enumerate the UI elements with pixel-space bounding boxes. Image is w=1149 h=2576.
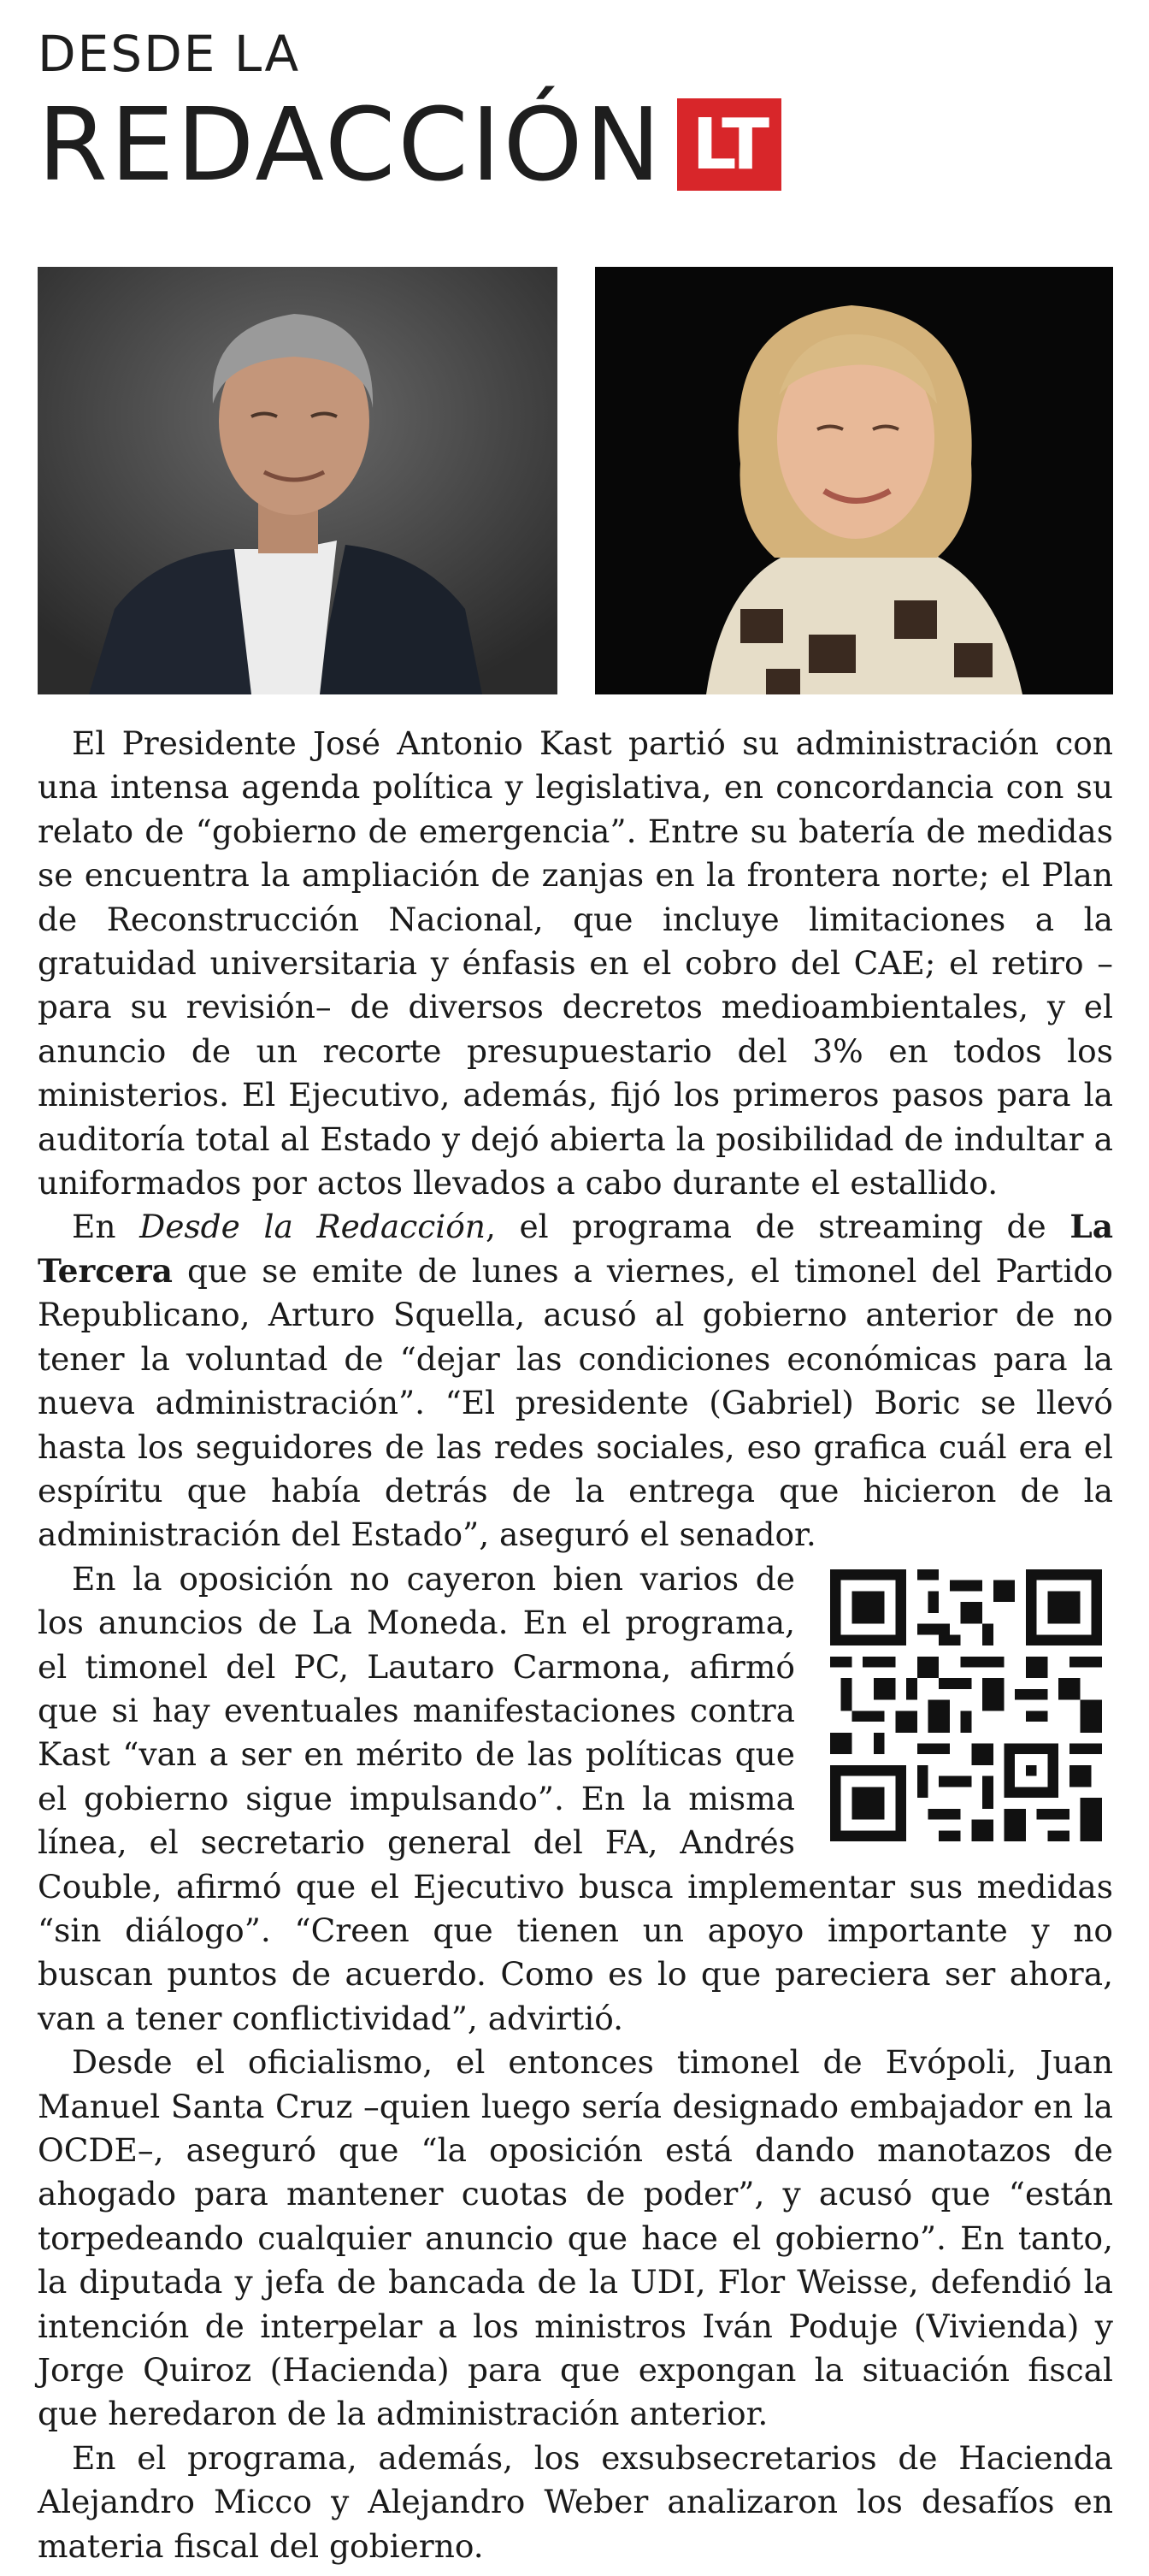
- p2-intro: En: [72, 1208, 140, 1246]
- brand-name: La Tercera: [38, 1208, 1113, 1290]
- show-name: Desde la Redacción: [139, 1208, 486, 1246]
- paragraph-5: En el programa, además, los exsubsecretarios de Hacienda Alejandro Micco y Alejandro Weber analizaron los desafíos en materia fiscal del gobierno.: [38, 2438, 1113, 2565]
- p2-mid: , el programa de streaming de: [485, 1208, 1070, 1246]
- la-tercera-logo: LT: [677, 98, 781, 191]
- header: [38, 25, 781, 204]
- p3-text: En la oposición no cayeron bien varios de los anuncios de La Moneda. En el programa, el timonel del PC, Lautaro Carmona, afirmó que si hay eventuales manifestaciones contra Kast “van a ser en mérito de las políticas que el gobierno sigue impulsando”. En la misma línea, el secretario general del FA, Andrés Couble, afirmó que el Ejecutivo busca implementar sus medidas “sin diálogo”. “Creen que tienen un apoyo importante y no buscan puntos de acuerdo. Como es lo que pareciera ser ahora, van a tener conflictividad”, advirtió.: [38, 1559, 1113, 2037]
- title-row: [38, 86, 781, 204]
- paragraph-3: [38, 1557, 1113, 2041]
- paragraph-1: El Presidente José Antonio Kast partió su administración con una intensa agenda política y legislativa, en concordancia con su relato de “gobierno de emergencia”. Entre su batería de medidas se encuentra la ampliación de zanjas en la frontera norte; el Plan de Reconstrucción Nacional, que incluye limitaciones a la gratuidad universitaria y énfasis en el cobro del CAE; el retiro –para su revisión– de diversos decretos medioambientales, y el anuncio de un recorte presupuestario del 3% en todos los ministerios. El Ejecutivo, además, fijó los primeros pasos para la auditoría total al Estado y dejó abierta la posibilidad de indultar a uniformados por actos llevados a cabo durante el estallido.: [38, 724, 1113, 1202]
- portrait-woman-photo: [595, 267, 1113, 694]
- section-kicker: DESDE LA: [38, 25, 301, 83]
- paragraph-4: Desde el oficialismo, el entonces timonel de Evópoli, Juan Manuel Santa Cruz –quien luego sería designado embajador en la OCDE–, aseguró que “la oposición está dando manotazos de ahogado para mantener cuotas de poder”, y acusó que “están torpedeando cualquier anuncio que hace el gobierno”. En tanto, la diputada y jefa de bancada de la UDI, Flor Weisse, defendió la intención de interpelar a los ministros Iván Poduje (Vivienda) y Jorge Quiroz (Hacienda) para que expongan la situación fiscal que heredaron de la administración anterior.: [38, 2043, 1113, 2433]
- section-title: REDACCIÓN: [38, 86, 663, 204]
- qr-code-icon: [819, 1569, 1113, 1841]
- qr-code[interactable]: [819, 1569, 1113, 1841]
- portrait-man-icon: [38, 267, 557, 694]
- paragraph-2: [38, 1205, 1113, 1557]
- portrait-woman-icon: [595, 267, 1113, 694]
- p2-rest: que se emite de lunes a viernes, el timonel del Partido Republicano, Arturo Squella, acusó al gobierno anterior de no tener la voluntad de “dejar las condiciones económicas para la nueva administración”. “El presidente (Gabriel) Boric se llevó hasta los seguidores de las redes sociales, eso grafica cuál era el espíritu que había detrás de la entrega que hicieron de la administración del Estado”, aseguró el senador.: [38, 1251, 1113, 1554]
- article-body: [38, 722, 1113, 2568]
- portrait-man-photo: [38, 267, 557, 694]
